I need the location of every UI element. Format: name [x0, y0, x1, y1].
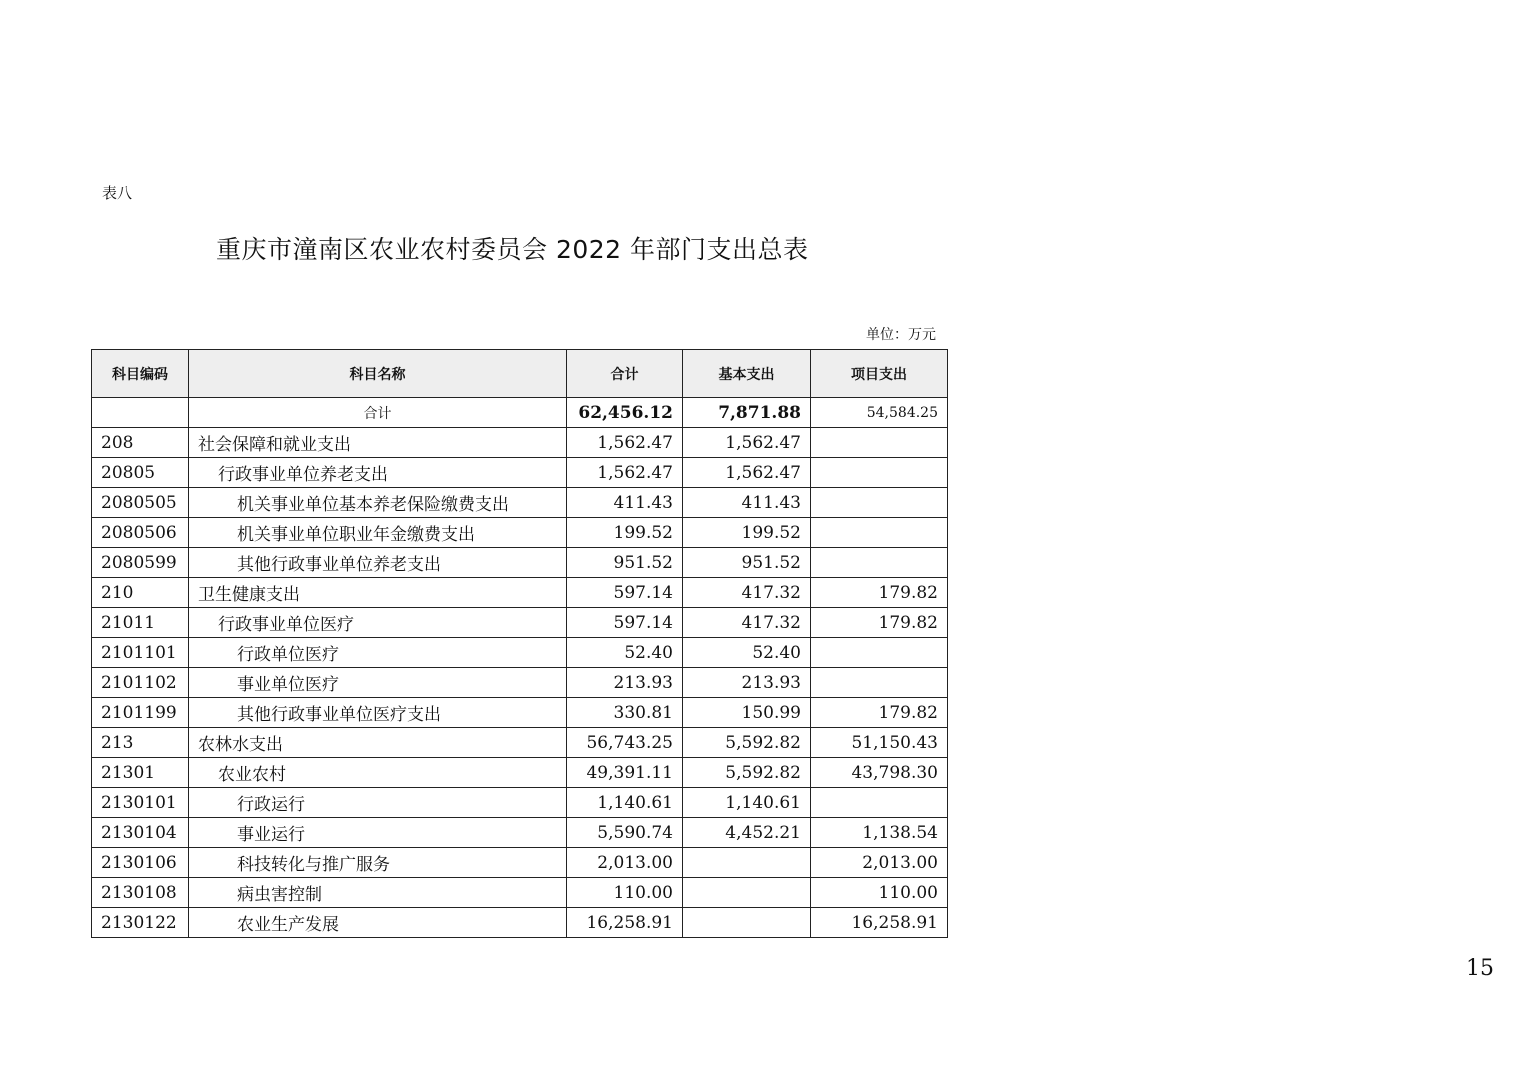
- table-row: [92, 848, 948, 878]
- cell-code: 20805: [92, 458, 189, 488]
- cell-basic: [683, 848, 811, 878]
- cell-basic: [683, 908, 811, 938]
- cell-name: 农业生产发展: [189, 908, 567, 938]
- cell-code: 210: [92, 578, 189, 608]
- cell-basic: 5,592.82: [683, 728, 811, 758]
- cell-name: 其他行政事业单位养老支出: [189, 548, 567, 578]
- cell-basic: 7,871.88: [683, 398, 811, 428]
- cell-code: 2101199: [92, 698, 189, 728]
- cell-name: 行政事业单位医疗: [189, 608, 567, 638]
- cell-total: 2,013.00: [567, 848, 683, 878]
- cell-name: 社会保障和就业支出: [189, 428, 567, 458]
- cell-basic: [683, 878, 811, 908]
- cell-name: 行政事业单位养老支出: [189, 458, 567, 488]
- cell-code: 208: [92, 428, 189, 458]
- cell-project: 43,798.30: [811, 758, 948, 788]
- table-row: [92, 548, 948, 578]
- table-row: [92, 638, 948, 668]
- table-row: [92, 878, 948, 908]
- cell-basic: 213.93: [683, 668, 811, 698]
- cell-project: 179.82: [811, 608, 948, 638]
- cell-project: 51,150.43: [811, 728, 948, 758]
- table-row: [92, 668, 948, 698]
- cell-basic: 1,562.47: [683, 458, 811, 488]
- header-name: 科目名称: [189, 350, 567, 398]
- cell-total: 62,456.12: [567, 398, 683, 428]
- header-code: 科目编码: [92, 350, 189, 398]
- total-row: [92, 398, 948, 428]
- cell-project: 1,138.54: [811, 818, 948, 848]
- cell-name: 行政单位医疗: [189, 638, 567, 668]
- cell-basic: 199.52: [683, 518, 811, 548]
- cell-total: 110.00: [567, 878, 683, 908]
- cell-total: 5,590.74: [567, 818, 683, 848]
- table-row: [92, 518, 948, 548]
- cell-basic: 417.32: [683, 608, 811, 638]
- cell-project: [811, 668, 948, 698]
- table-row: [92, 818, 948, 848]
- cell-code: 2080506: [92, 518, 189, 548]
- cell-code: 2080599: [92, 548, 189, 578]
- cell-project: 110.00: [811, 878, 948, 908]
- page-title: 重庆市潼南区农业农村委员会 2022 年部门支出总表: [216, 235, 809, 264]
- cell-code: 2101102: [92, 668, 189, 698]
- cell-project: [811, 638, 948, 668]
- table-row: [92, 728, 948, 758]
- header-basic: 基本支出: [683, 350, 811, 398]
- table-row: [92, 698, 948, 728]
- cell-name: 卫生健康支出: [189, 578, 567, 608]
- table-row: [92, 458, 948, 488]
- cell-project: 179.82: [811, 698, 948, 728]
- header-total: 合计: [567, 350, 683, 398]
- cell-project: [811, 518, 948, 548]
- cell-project: 54,584.25: [811, 398, 948, 428]
- cell-name: 事业单位医疗: [189, 668, 567, 698]
- cell-total: 49,391.11: [567, 758, 683, 788]
- cell-code: 21301: [92, 758, 189, 788]
- cell-total: 1,562.47: [567, 458, 683, 488]
- cell-total: 951.52: [567, 548, 683, 578]
- cell-total: 1,140.61: [567, 788, 683, 818]
- cell-basic: 1,140.61: [683, 788, 811, 818]
- cell-total: 597.14: [567, 578, 683, 608]
- cell-code: 2101101: [92, 638, 189, 668]
- cell-basic: 417.32: [683, 578, 811, 608]
- cell-code: 2130106: [92, 848, 189, 878]
- table-row: [92, 788, 948, 818]
- cell-total: 56,743.25: [567, 728, 683, 758]
- cell-name: 病虫害控制: [189, 878, 567, 908]
- cell-basic: 150.99: [683, 698, 811, 728]
- table-row: [92, 428, 948, 458]
- cell-total: 597.14: [567, 608, 683, 638]
- cell-basic: 5,592.82: [683, 758, 811, 788]
- cell-code: 213: [92, 728, 189, 758]
- cell-basic: 951.52: [683, 548, 811, 578]
- cell-project: 16,258.91: [811, 908, 948, 938]
- cell-total: 52.40: [567, 638, 683, 668]
- cell-name: 合计: [189, 398, 567, 428]
- cell-code: 2080505: [92, 488, 189, 518]
- table-row: [92, 758, 948, 788]
- header-row: [92, 350, 948, 398]
- cell-total: 411.43: [567, 488, 683, 518]
- cell-project: [811, 548, 948, 578]
- cell-project: [811, 428, 948, 458]
- cell-name: 科技转化与推广服务: [189, 848, 567, 878]
- table-row: [92, 608, 948, 638]
- cell-basic: 52.40: [683, 638, 811, 668]
- cell-project: 179.82: [811, 578, 948, 608]
- cell-project: 2,013.00: [811, 848, 948, 878]
- table-row: [92, 488, 948, 518]
- cell-code: 21011: [92, 608, 189, 638]
- cell-total: 16,258.91: [567, 908, 683, 938]
- cell-project: [811, 488, 948, 518]
- page-number: 15: [1466, 956, 1494, 981]
- table-row: [92, 908, 948, 938]
- cell-total: 213.93: [567, 668, 683, 698]
- cell-total: 199.52: [567, 518, 683, 548]
- cell-project: [811, 788, 948, 818]
- cell-basic: 1,562.47: [683, 428, 811, 458]
- cell-name: 行政运行: [189, 788, 567, 818]
- header-project: 项目支出: [811, 350, 948, 398]
- cell-name: 机关事业单位基本养老保险缴费支出: [189, 488, 567, 518]
- cell-name: 农林水支出: [189, 728, 567, 758]
- unit-label: 单位：万元: [866, 327, 936, 343]
- cell-name: 事业运行: [189, 818, 567, 848]
- cell-name: 机关事业单位职业年金缴费支出: [189, 518, 567, 548]
- cell-code: 2130108: [92, 878, 189, 908]
- table-row: [92, 578, 948, 608]
- table-label: 表八: [102, 184, 133, 202]
- cell-project: [811, 458, 948, 488]
- cell-total: 1,562.47: [567, 428, 683, 458]
- cell-code: 2130101: [92, 788, 189, 818]
- expenditure-table: [91, 349, 948, 938]
- cell-code: 2130122: [92, 908, 189, 938]
- cell-name: 其他行政事业单位医疗支出: [189, 698, 567, 728]
- cell-total: 330.81: [567, 698, 683, 728]
- cell-name: 农业农村: [189, 758, 567, 788]
- cell-code: [92, 398, 189, 428]
- cell-basic: 411.43: [683, 488, 811, 518]
- cell-code: 2130104: [92, 818, 189, 848]
- cell-basic: 4,452.21: [683, 818, 811, 848]
